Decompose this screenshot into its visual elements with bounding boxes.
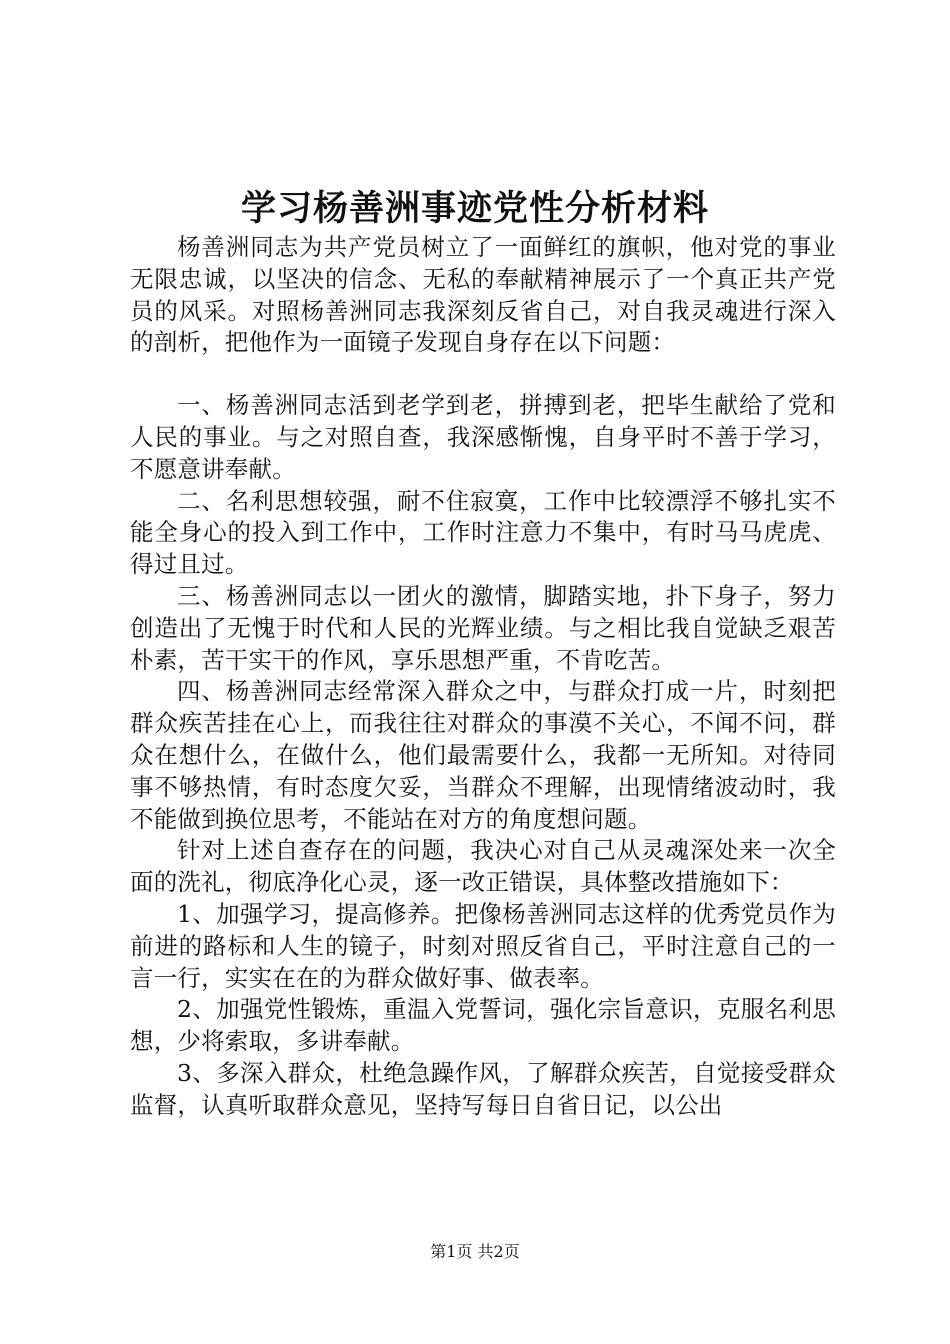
page-footer: 第1页 共2页 — [430, 1242, 520, 1261]
intro-paragraph: 杨善洲同志为共产党员树立了一面鲜红的旗帜，他对党的事业无限忠诚，以坚决的信念、无私的奉献精神展示了一个真正共产党员的风采。对照杨善洲同志我深刻反省自己，对自我灵魂进行深入的剖析，把他作为一面镜子发现自身存在以下问题： — [130, 233, 836, 357]
measure-paragraph-1: 1、加强学习，提高修养。把像杨善洲同志这样的优秀党员作为前进的路标和人生的镜子，时刻对照反省自己，平时注意自己的一言一行，实实在在的为群众做好事、做表率。 — [130, 899, 836, 992]
document-body — [130, 232, 836, 1122]
problem-paragraph-1: 一、杨善洲同志活到老学到老，拼搏到老，把毕生献给了党和人民的事业。与之对照自查，我深感惭愧，自身平时不善于学习，不愿意讲奉献。 — [130, 391, 836, 483]
problem-paragraph-2: 二、名利思想较强，耐不住寂寞，工作中比较漂浮不够扎实不能全身心的投入到工作中，工作时注意力不集中，有时马马虎虎、得过且过。 — [130, 486, 836, 579]
measure-paragraph-3: 3、多深入群众，杜绝急躁作风，了解群众疾苦，自觉接受群众监督，认真听取群众意见，坚持写每日自省日记，以公出 — [130, 1058, 836, 1119]
rectification-intro-paragraph: 针对上述自查存在的问题，我决心对自己从灵魂深处来一次全面的洗礼，彻底净化心灵，逐一改正错误，具体整改措施如下： — [130, 836, 836, 897]
measure-paragraph-2: 2、加强党性锻炼，重温入党誓词，强化宗旨意识，克服名利思想，少将索取，多讲奉献。 — [130, 995, 836, 1056]
document-title: 学习杨善洲事迹党性分析材料 — [240, 188, 709, 229]
problem-paragraph-3: 三、杨善洲同志以一团火的激情，脚踏实地，扑下身子，努力创造出了无愧于时代和人民的光辉业绩。与之相比我自觉缺乏艰苦朴素，苦干实干的作风，享乐思想严重，不肯吃苦。 — [130, 581, 836, 674]
problem-paragraph-4: 四、杨善洲同志经常深入群众之中，与群众打成一片，时刻把群众疾苦挂在心上，而我往往对群众的事漠不关心，不闻不问，群众在想什么，在做什么，他们最需要什么，我都一无所知。对待同事不够热情，有时态度欠妥，当群众不理解，出现情绪波动时，我不能做到换位思考，不能站在对方的角度想问题。 — [130, 677, 836, 833]
